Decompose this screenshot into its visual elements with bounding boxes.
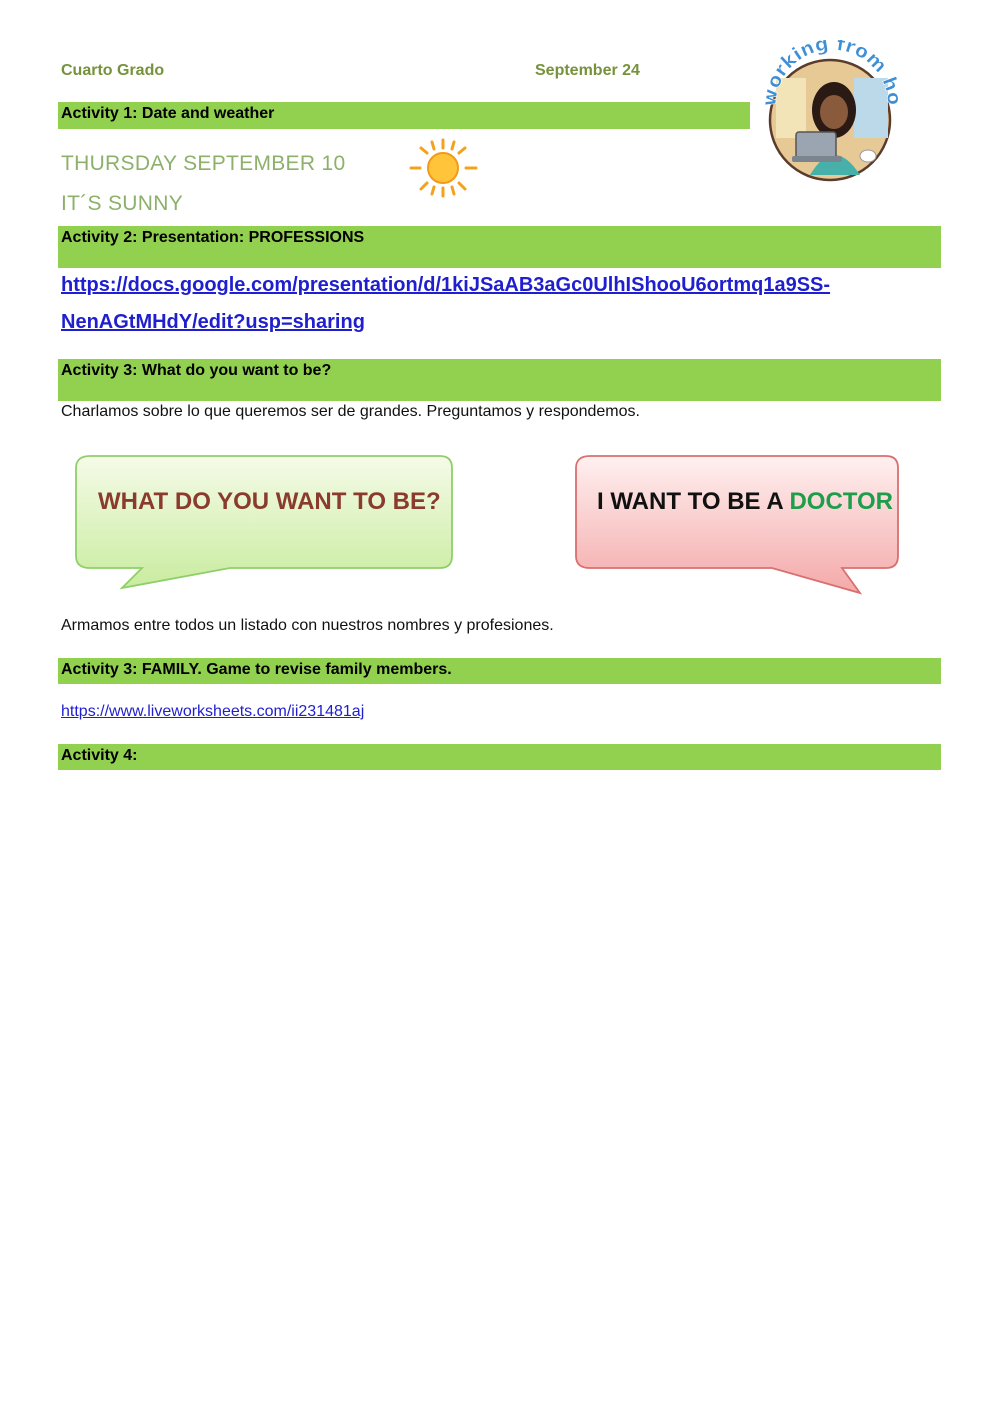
activity3-family-title: Activity 3: FAMILY. Game to revise family members. [61, 661, 452, 678]
activity3-outro: Armamos entre todos un listado con nuestros nombres y profesiones. [61, 617, 554, 634]
activity3-title: Activity 3: What do you want to be? [61, 362, 332, 379]
activity3-family-bar [58, 658, 941, 684]
liveworksheets-link[interactable]: https://www.liveworksheets.com/ii231481aj [61, 703, 365, 720]
avatar-icon [758, 40, 903, 185]
sun-icon [406, 136, 480, 200]
activity2-title: Activity 2: Presentation: PROFESSIONS [61, 229, 365, 246]
presentation-link-line2[interactable]: NenAGtMHdY/edit?usp=sharing [61, 311, 365, 333]
activity4-bar [58, 744, 941, 770]
answer-prefix: I WANT TO BE A [597, 488, 790, 515]
badge-text: working from h [758, 40, 903, 108]
answer-text [597, 488, 893, 516]
date-line: THURSDAY SEPTEMBER 10 [61, 152, 346, 175]
weather-line: IT´S SUNNY [61, 192, 184, 215]
question-speech-bubble [70, 450, 460, 595]
activity3-intro: Charlamos sobre lo que queremos ser de grandes. Preguntamos y respondemos. [61, 403, 640, 420]
working-from-home-badge [758, 40, 903, 185]
activity1-bar [58, 102, 750, 129]
activity4-title: Activity 4: [61, 747, 138, 764]
date-label: September 24 [535, 62, 640, 79]
question-text: WHAT DO YOU WANT TO BE? [98, 488, 441, 515]
activity2-bar [58, 226, 941, 268]
grade-label: Cuarto Grado [61, 62, 165, 79]
answer-speech-bubble [570, 450, 905, 600]
answer-profession: DOCTOR [789, 488, 894, 515]
activity1-title: Activity 1: Date and weather [61, 105, 275, 122]
activity3-bar [58, 359, 941, 401]
presentation-link-line1[interactable]: https://docs.google.com/presentation/d/1kiJSaAB3aGc0UlhIShooU6ortmq1a9SS- [61, 274, 831, 296]
